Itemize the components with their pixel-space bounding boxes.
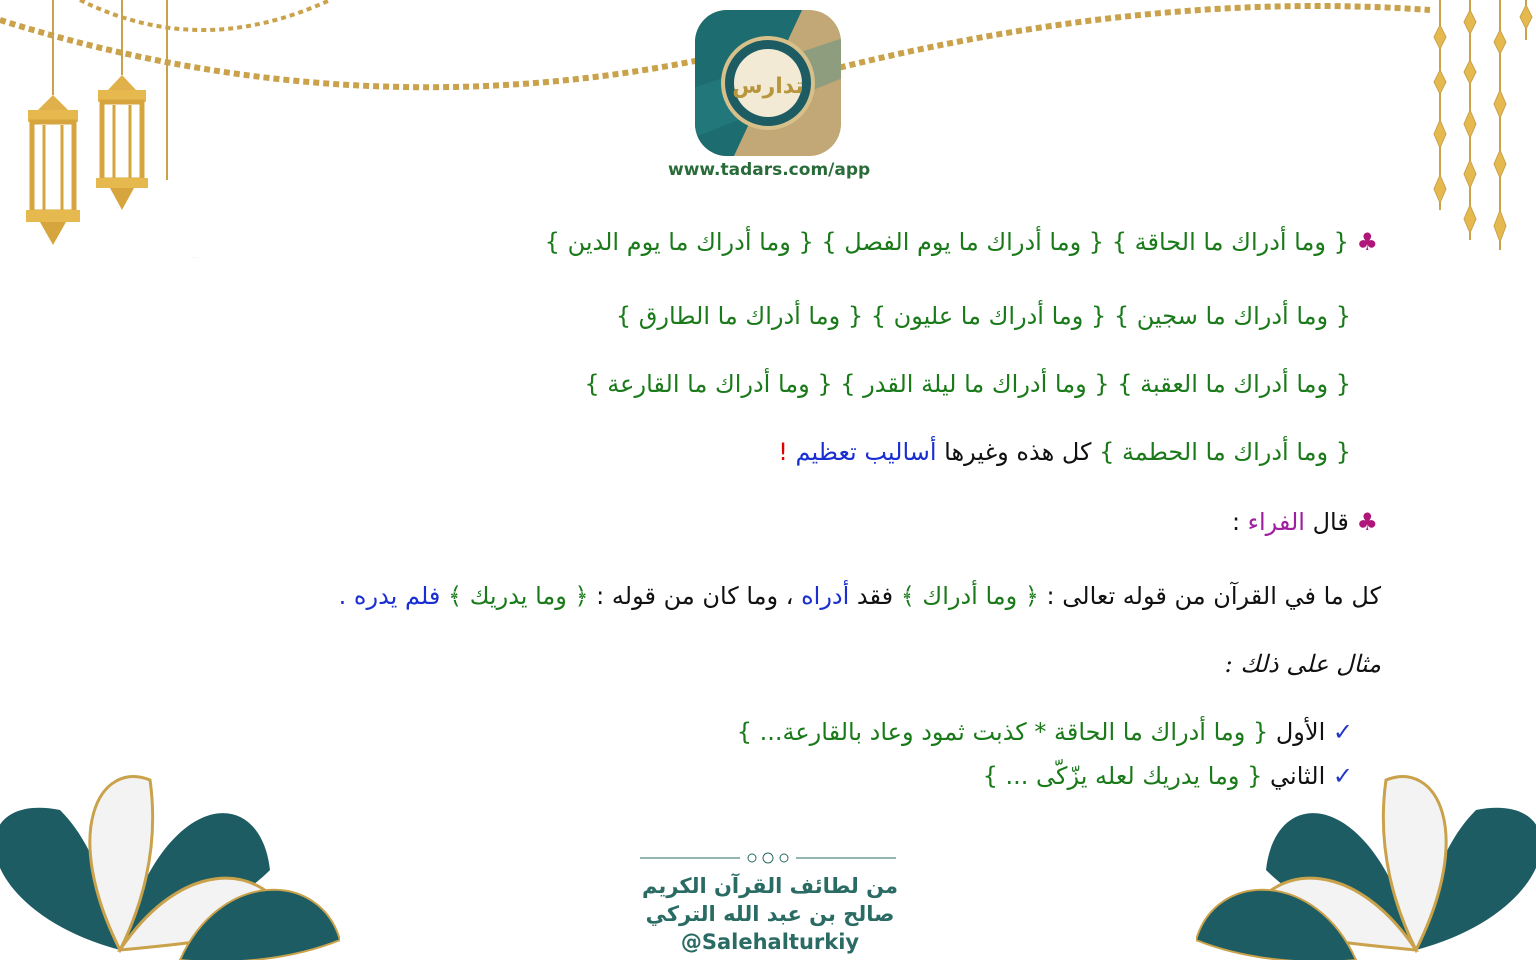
quote-text: فقد bbox=[849, 582, 901, 610]
highlight-text: أساليب تعظيم bbox=[795, 438, 937, 466]
verse-line-4 bbox=[778, 438, 1351, 466]
example-heading: مثال على ذلك : bbox=[1224, 650, 1381, 678]
footer-divider bbox=[640, 850, 896, 866]
qal-label: قال bbox=[1304, 508, 1349, 536]
verse: ﴿ وما يدريك ﴾ bbox=[448, 582, 589, 610]
club-icon: ♣ bbox=[1356, 508, 1378, 536]
scholar-name: الفراء bbox=[1247, 508, 1305, 536]
lantern-icon bbox=[92, 0, 152, 215]
lantern-icon bbox=[18, 0, 88, 250]
example-label: الثاني bbox=[1270, 762, 1326, 790]
qal-line bbox=[1232, 508, 1378, 536]
tadars-logo bbox=[693, 8, 843, 158]
website-url[interactable]: www.tadars.com/app bbox=[668, 160, 871, 180]
svg-text:تدارس: تدارس bbox=[732, 74, 804, 99]
ornament-flower-icon bbox=[0, 740, 340, 960]
highlight-text: أدراه bbox=[801, 582, 850, 610]
quote-text: كل ما في القرآن من قوله تعالى : bbox=[1038, 582, 1381, 610]
footer-author: صالح بن عبد الله التركي bbox=[645, 902, 895, 926]
verse-group: { وما أدراك ما الحاقة } { وما أدراك ما يوم الفصل } { وما أدراك ما يوم الدين } bbox=[544, 228, 1349, 256]
crescent-icon bbox=[145, 0, 225, 265]
verse: ﴿ وما أدراك ﴾ bbox=[900, 582, 1039, 610]
verse: { وما يدريك لعله يزّكّى ... } bbox=[982, 762, 1271, 790]
verse-line-2: { وما أدراك ما سجين } { وما أدراك ما عليون } { وما أدراك ما الطارق } bbox=[615, 302, 1351, 330]
example-label: الأول bbox=[1275, 718, 1326, 746]
footer bbox=[630, 872, 910, 956]
bullet-line-1 bbox=[545, 228, 1378, 256]
footer-handle[interactable]: @Salehalturkiy bbox=[680, 930, 860, 954]
ornament-flower-icon bbox=[1196, 740, 1536, 960]
quote-line bbox=[339, 582, 1381, 610]
check-icon: ✓ bbox=[1332, 718, 1353, 746]
text: كل هذه وغيرها bbox=[936, 438, 1100, 466]
verse-line-3: { وما أدراك ما العقبة } { وما أدراك ما ليلة القدر } { وما أدراك ما القارعة } bbox=[584, 370, 1351, 398]
verse: { وما أدراك ما الحطمة } bbox=[1099, 438, 1351, 466]
exclamation: ! bbox=[778, 438, 796, 466]
hanging-ornaments bbox=[1420, 0, 1536, 260]
quote-text: ، وما كان من قوله : bbox=[588, 582, 802, 610]
highlight-text: فلم يدره . bbox=[338, 582, 448, 610]
club-icon: ♣ bbox=[1356, 228, 1378, 256]
verse: { وما أدراك ما الحاقة * كذبت ثمود وعاد بالقارعة... } bbox=[736, 718, 1276, 746]
footer-title: من لطائف القرآن الكريم bbox=[641, 874, 899, 898]
colon: : bbox=[1231, 508, 1248, 536]
check-icon: ✓ bbox=[1332, 762, 1353, 790]
